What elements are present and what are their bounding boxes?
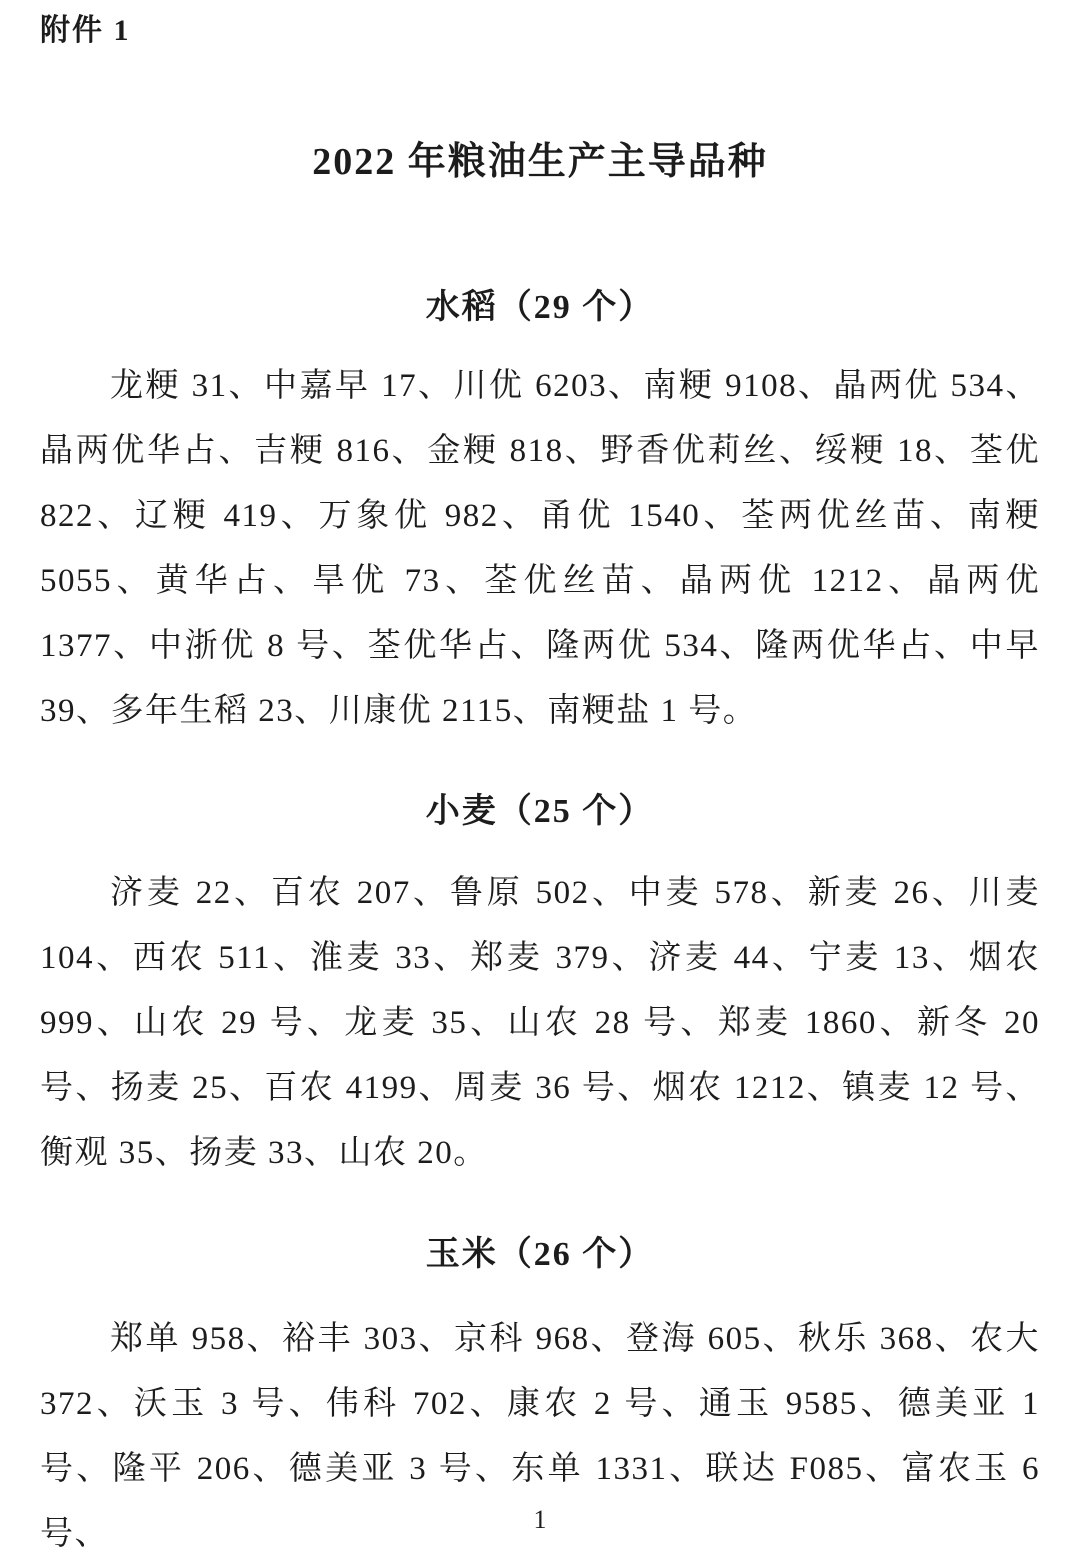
section-paragraph-corn: 郑单 958、裕丰 303、京科 968、登海 605、秋乐 368、农大 372、沃玉 3 号、伟科 702、康农 2 号、通玉 9585、德美亚 1 号、隆平 206、德美亚 3 号、东单 1331、联达 F085、富农玉 6 号、: [40, 1321, 1040, 1552]
section-paragraph-wheat: 济麦 22、百农 207、鲁原 502、中麦 578、新麦 26、川麦 104、西农 511、淮麦 33、郑麦 379、济麦 44、宁麦 13、烟农 999、山农 29 号、龙麦 35、山农 28 号、郑麦 1860、新冬 20 号、扬麦 25、百农 4199、周麦 36 号、烟农 1212、镇麦 12 号、衡观 35、扬麦 33、山农 20。: [40, 875, 1041, 1171]
section-wheat: [40, 789, 1040, 1186]
section-heading-wheat: 小麦（25 个）: [425, 793, 655, 830]
page-number: 1: [533, 1505, 547, 1534]
attachment-label: 附件 1: [40, 14, 131, 47]
document-title: 2022 年粮油生产主导品种: [312, 141, 768, 183]
section-paragraph-rice: 龙粳 31、中嘉早 17、川优 6203、南粳 9108、晶两优 534、晶两优华占、吉粳 816、金粳 818、野香优莉丝、绥粳 18、荃优 822、辽粳 419、万象优 982、甬优 1540、荃两优丝苗、南粳 5055、黄华占、旱优 73、荃优丝苗、晶两优 1212、晶两优 1377、中浙优 8 号、荃优华占、隆两优 534、隆两优华占、中早 39、多年生稻 23、川康优 2115、南粳盐 1 号。: [40, 368, 1040, 729]
section-heading-corn: 玉米（26 个）: [425, 1236, 655, 1273]
section-rice: [40, 285, 1040, 744]
section-heading-rice: 水稻（29 个）: [425, 289, 655, 326]
